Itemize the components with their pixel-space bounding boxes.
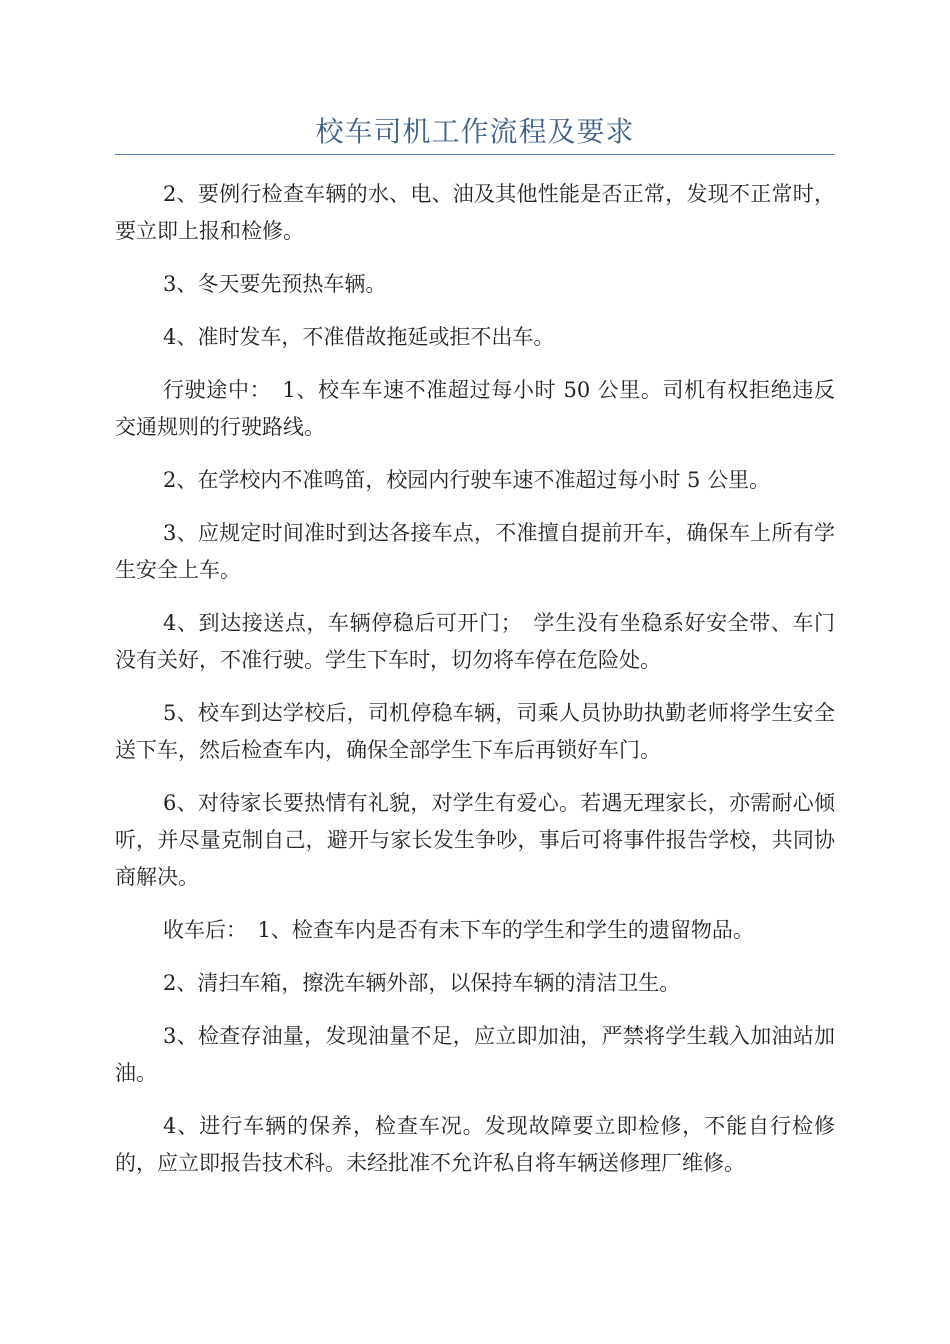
- paragraph: 行驶途中： 1、校车车速不准超过每小时 50 公里。司机有权拒绝违反交通规则的行驶路线。: [115, 378, 835, 439]
- paragraph: 5、校车到达学校后，司机停稳车辆，司乘人员协助执勤老师将学生安全送下车，然后检查车内，确保全部学生下车后再锁好车门。: [115, 701, 835, 762]
- paragraph: 2、清扫车箱，擦洗车辆外部，以保持车辆的清洁卫生。: [163, 971, 681, 995]
- paragraph: 收车后： 1、检查车内是否有未下车的学生和学生的遗留物品。: [163, 918, 754, 942]
- paragraph: 3、应规定时间准时到达各接车点，不准擅自提前开车，确保车上所有学生安全上车。: [115, 521, 835, 582]
- paragraph: 2、在学校内不准鸣笛，校园内行驶车速不准超过每小时 5 公里。: [163, 468, 771, 492]
- paragraph: 6、对待家长要热情有礼貌，对学生有爱心。若遇无理家长，亦需耐心倾听，并尽量克制自己，避开与家长发生争吵，事后可将事件报告学校，共同协商解决。: [115, 791, 835, 889]
- page-title: 校车司机工作流程及要求: [315, 115, 635, 148]
- paragraph: 3、检查存油量，发现油量不足，应立即加油，严禁将学生载入加油站加油。: [115, 1024, 835, 1085]
- paragraph: 4、到达接送点，车辆停稳后可开门； 学生没有坐稳系好安全带、车门没有关好，不准行驶。学生下车时，切勿将车停在危险处。: [115, 611, 835, 672]
- document-body: [115, 176, 835, 1198]
- paragraph: 4、准时发车，不准借故拖延或拒不出车。: [163, 325, 555, 349]
- paragraph: 2、要例行检查车辆的水、电、油及其他性能是否正常，发现不正常时，要立即上报和检修。: [115, 182, 835, 243]
- paragraph: 4、进行车辆的保养，检查车况。发现故障要立即检修，不能自行检修的，应立即报告技术科。未经批准不允许私自将车辆送修理厂维修。: [115, 1114, 835, 1175]
- paragraph: 3、冬天要先预热车辆。: [163, 272, 387, 296]
- title-underline: [115, 154, 835, 155]
